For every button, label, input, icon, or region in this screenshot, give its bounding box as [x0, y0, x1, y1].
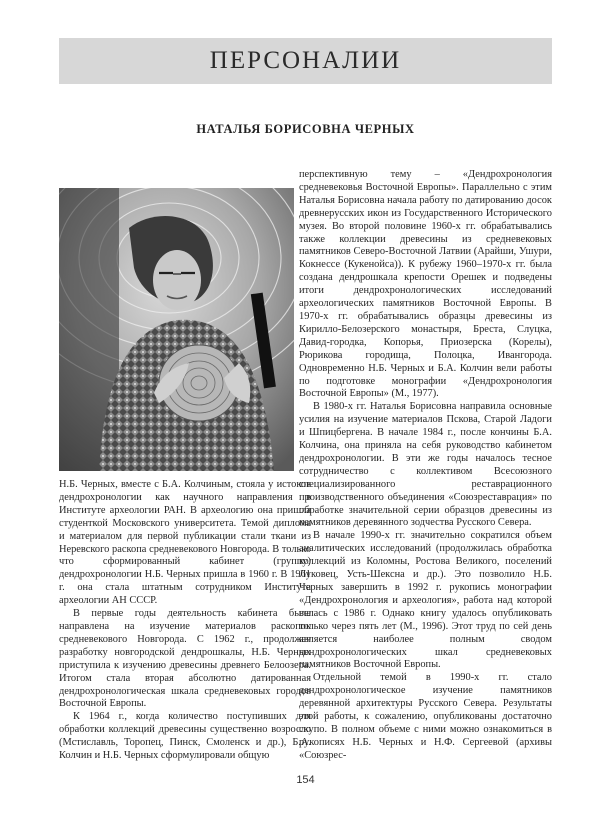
section-banner	[59, 38, 552, 84]
portrait-photo-drawing	[59, 188, 294, 471]
section-title: ПЕРСОНАЛИИ	[209, 47, 402, 74]
paragraph: Н.Б. Черных, вместе с Б.А. Колчиным, стояла у истоков дендрохронологии как научного направления в Институте археологии РАН. В археологию она пришла студенткой Московского университета. Темой диплома и материалом для первой публикации стали ткани из Неревского раскопа средневекового Новгорода. В только что сформированный кабинет (группу) дендрохронологии Н.Б. Черных пришла в 1960 г. В 1961 г. она стала штатным сотрудником Института археологии АН СССР.	[59, 479, 311, 607]
right-column	[299, 169, 552, 763]
article-title: НАТАЛЬЯ БОРИСОВНА ЧЕРНЫХ	[196, 122, 415, 136]
paragraph: перспективную тему – «Дендрохронология средневековья Восточной Европы». Параллельно с этим Наталья Борисовна начала работу по датированию досок древнерусских икон из Государственного Исторического музея. Во второй половине 1960-х гг. обрабатывались также коллекции древесины из средневековых памятников Северо-Восточной Латвии (Арайши, Ушури, Кокнессе (Кукенойса)). К рубежу 1960–1970-х гг. была создана дендрошкала крепости Орешек и подведены итоги дендрохронологических исследований археологических памятников Восточной Европы. В 1970-х гг. обрабатывались образцы древесины из Кирилло-Белозерского монастыря, Бреста, Слуцка, Давид-городка, Копорья, Приозерска (Корелы), Рюрикова городища, Полоцка, Ивангорода. Одновременно Н.Б. Черных и Б.А. Колчин вели работы по подготовке монографии «Дендрохронология Восточной Европы» (М., 1977).	[299, 169, 552, 400]
paragraph: К 1964 г., когда количество поступивших для обработки коллекций древесины существенно возросло (Мстиславль, Торопец, Пинск, Смоленск и др.), Б.А. Колчин и Н.Б. Черных сформулировали общую	[59, 711, 311, 762]
paragraph: В 1980-х гг. Наталья Борисовна направила основные усилия на изучение материалов Пскова, Старой Ладоги и Шпицбергена. В начале 1984 г., после кончины Б.А. Колчина, она приняла на себя руководство кабинетом дендрохронологии. В эти же годы началось тесное сотрудничество с коллективом Всесоюзного специализированного реставрационного производственного объединения «Союзреставрация» по обработке значительной серии образцов древесины из памятников деревянного зодчества Русского Севера.	[299, 401, 552, 529]
portrait-photo	[59, 188, 294, 471]
left-column	[59, 479, 311, 763]
paragraph: Отдельной темой в 1990-х гг. стало дендрохронологическое изучение памятников деревянной архитектуры Русского Севера. Результаты этой работы, к сожалению, опубликованы достаточно скупо. В полном объеме с ними можно ознакомиться в рукописях Н.Б. Черных и Н.Ф. Сергеевой (архивы «Союзрес-	[299, 672, 552, 761]
page-number: 154	[296, 774, 315, 786]
paragraph: В первые годы деятельность кабинета была направлена на изучение материалов раскопок средневекового Новгорода. С 1962 г., продолжая разработку новгородской дендрошкалы, Н.Б. Черных приступила к изучению древесины древнего Белоозера. Итогом стала вторая абсолютно датированная дендрохронологическая шкала средневековых городов Восточной Европы.	[59, 608, 311, 710]
paragraph: В начале 1990-х гг. значительно сократился объем аналитических исследований (продолжилась обработка коллекций из Коломны, Ростова Великого, поселений Луковец, Усть-Шексна и др.). Это позволило Н.Б. Черных завершить в 1992 г. рукопись монографии «Дендрохронология и археология», работа над которой велась с 1986 г. Однако книгу удалось опубликовать только через пять лет (М., 1996). Этот труд по сей день является наиболее полным сводом дендрохронологических шкал средневековых памятников Восточной Европы.	[299, 530, 552, 671]
